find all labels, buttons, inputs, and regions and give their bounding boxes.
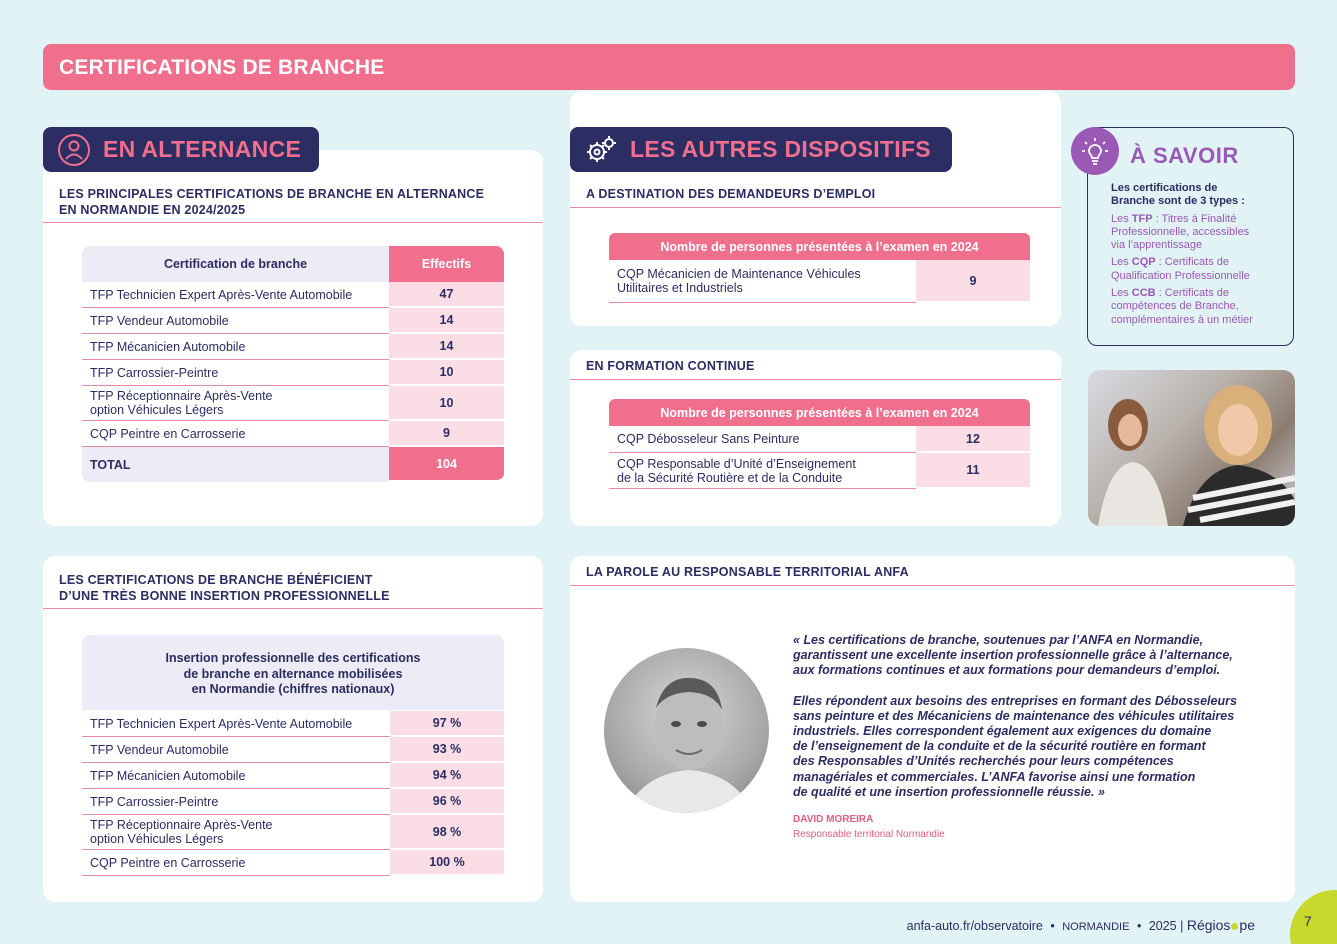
quote-line: managériales et commerciales. L’ANFA favorise ainsi une formation bbox=[793, 769, 1196, 784]
row-value: 12 bbox=[916, 426, 1030, 453]
table-row bbox=[82, 789, 504, 815]
row-value: 97 % bbox=[390, 711, 504, 737]
row-value: 10 bbox=[389, 386, 504, 421]
footer-year: 2025 | bbox=[1148, 919, 1184, 933]
row-label: TFP Réceptionnaire Après-Vente option Véhicules Légers bbox=[82, 815, 390, 850]
quote-line: de l’enseignement de la conduite et de la sécurité routière en formant bbox=[793, 739, 1206, 754]
autres-tag bbox=[570, 127, 952, 172]
col-header-certification: Certification de branche bbox=[82, 246, 389, 282]
quote-line: garantissent une excellente insertion professionnelle grâce à l’alternance, bbox=[793, 648, 1233, 663]
row-label: TFP Vendeur Automobile bbox=[82, 737, 390, 763]
table-row bbox=[82, 711, 504, 737]
row-label: CQP Peintre en Carrosserie bbox=[82, 850, 390, 876]
row-label: TFP Vendeur Automobile bbox=[82, 308, 389, 334]
table-row bbox=[609, 260, 1030, 303]
table-row bbox=[609, 426, 1030, 453]
row-label: TFP Réceptionnaire Après-Vente option Véhicules Légers bbox=[82, 386, 389, 421]
quote-line: « Les certifications de branche, soutenues par l’ANFA en Normandie, bbox=[793, 633, 1204, 647]
savoir-item: Les CCB : Certificats de compétences de Branche, complémentaires à un métier bbox=[1111, 287, 1253, 326]
table-row bbox=[82, 815, 504, 850]
footer-region: NORMANDIE bbox=[1062, 921, 1130, 933]
regioscope-logo: Régios pe bbox=[1186, 917, 1255, 933]
table-row bbox=[82, 421, 504, 447]
alternance-tag bbox=[43, 127, 319, 172]
speaker-role: Responsable territorial Normandie bbox=[793, 829, 945, 840]
quote-line: des Responsables d’Unités recherchés pour leurs compétences bbox=[793, 754, 1174, 769]
row-value: 94 % bbox=[390, 763, 504, 789]
quote-line: de qualité et une insertion professionnelle réussie. » bbox=[793, 784, 1105, 799]
continue-title: EN FORMATION CONTINUE bbox=[586, 359, 755, 373]
savoir-item: Les CQP : Certificats de Qualification Professionnelle bbox=[1111, 256, 1250, 282]
total-value: 104 bbox=[389, 447, 504, 482]
alternance-subtitle: LES PRINCIPALES CERTIFICATIONS DE BRANCHE EN ALTERNANCE EN NORMANDIE EN 2024/2025 bbox=[59, 187, 485, 217]
divider bbox=[43, 222, 543, 223]
section-banner bbox=[43, 44, 1295, 90]
page-number: 7 bbox=[1304, 913, 1312, 929]
lightbulb-icon bbox=[1071, 127, 1119, 175]
page-corner bbox=[1290, 890, 1337, 944]
divider bbox=[43, 608, 543, 609]
divider bbox=[570, 585, 1295, 586]
row-label: CQP Débosseleur Sans Peinture bbox=[609, 426, 916, 453]
table-row bbox=[82, 282, 504, 308]
continue-table bbox=[609, 399, 1030, 489]
row-label: CQP Responsable d’Unité d’Enseignement de la Sécurité Routière et de la Conduite bbox=[609, 453, 916, 489]
demandeurs-title: A DESTINATION DES DEMANDEURS D’EMPLOI bbox=[586, 187, 876, 201]
quote-line: industriels. Elles correspondent également aux exigences du domaine bbox=[793, 724, 1212, 739]
insertion-table bbox=[82, 711, 504, 876]
total-row bbox=[82, 447, 504, 482]
table-row bbox=[82, 386, 504, 421]
gear-icon bbox=[584, 133, 618, 167]
continue-table-header: Nombre de personnes présentées à l’examen en 2024 bbox=[609, 399, 1030, 426]
row-value: 14 bbox=[389, 334, 504, 360]
autres-tag-label: LES AUTRES DISPOSITIFS bbox=[630, 136, 931, 162]
row-value: 96 % bbox=[390, 789, 504, 815]
row-label: CQP Mécanicien de Maintenance Véhicules Utilitaires et Industriels bbox=[609, 260, 916, 303]
alternance-table bbox=[82, 246, 504, 482]
col-header-effectifs: Effectifs bbox=[389, 246, 504, 282]
table-row bbox=[82, 334, 504, 360]
row-label: TFP Technicien Expert Après-Vente Automobile bbox=[82, 711, 390, 737]
quote-line: aux formations continues et aux formations pour demandeurs d’emploi. bbox=[793, 663, 1221, 678]
divider bbox=[570, 379, 1061, 380]
avatar bbox=[604, 648, 769, 813]
insertion-table-wrap bbox=[82, 711, 504, 876]
row-label: TFP Technicien Expert Après-Vente Automobile bbox=[82, 282, 389, 308]
row-label: TFP Carrossier-Peintre bbox=[82, 789, 390, 815]
row-value: 14 bbox=[389, 308, 504, 334]
banner-title: CERTIFICATIONS DE BRANCHE bbox=[59, 56, 385, 79]
insertion-subtitle: LES CERTIFICATIONS DE BRANCHE BÉNÉFICIENT D’UNE TRÈS BONNE INSERTION PROFESSIONNELLE bbox=[59, 573, 390, 603]
row-value: 100 % bbox=[390, 850, 504, 876]
footer: anfa-auto.fr/observatoire • NORMANDIE • 2025 | Régios pe bbox=[906, 917, 1255, 933]
a-savoir-title: À SAVOIR bbox=[1130, 143, 1239, 168]
row-value: 93 % bbox=[390, 737, 504, 763]
row-label: CQP Peintre en Carrosserie bbox=[82, 421, 389, 447]
table-row bbox=[609, 453, 1030, 489]
row-value: 98 % bbox=[390, 815, 504, 850]
row-label: TFP Mécanicien Automobile bbox=[82, 334, 389, 360]
row-label: TFP Mécanicien Automobile bbox=[82, 763, 390, 789]
person-icon bbox=[57, 133, 91, 167]
row-value: 47 bbox=[389, 282, 504, 308]
footer-url[interactable]: anfa-auto.fr/observatoire bbox=[906, 919, 1043, 933]
divider bbox=[570, 207, 1061, 208]
table-row bbox=[82, 360, 504, 386]
insertion-table-header: Insertion professionnelle des certifications de branche en alternance mobilisées en Normandie (chiffres nationaux) bbox=[82, 635, 504, 710]
quote-line: sans peinture et des Mécaniciens de maintenance des véhicules utilitaires bbox=[793, 708, 1235, 723]
table-row bbox=[82, 737, 504, 763]
demandeurs-table-header: Nombre de personnes présentées à l’examen en 2024 bbox=[609, 233, 1030, 260]
table-row bbox=[82, 763, 504, 789]
students-photo bbox=[1088, 370, 1295, 526]
row-value: 10 bbox=[389, 360, 504, 386]
continue-table-wrap bbox=[609, 399, 1030, 489]
quote-line: Elles répondent aux besoins des entreprises en formant des Débosseleurs bbox=[793, 693, 1237, 708]
speaker-name: DAVID MOREIRA bbox=[793, 814, 874, 825]
total-label: TOTAL bbox=[82, 447, 389, 482]
demandeurs-table-wrap bbox=[609, 233, 1030, 303]
a-savoir-content: Les certifications de Branche sont de 3 types : Les TFP : Titres à Finalité Professionnelle, accessibles via l’apprentissage Les CQP : Certificats de Qualification Professionnelle Les CCB : Certificats de compétences de Branche, complémentaires à un métier bbox=[1111, 182, 1289, 327]
demandeurs-table bbox=[609, 233, 1030, 303]
row-value: 11 bbox=[916, 453, 1030, 489]
row-value: 9 bbox=[916, 260, 1030, 303]
row-value: 9 bbox=[389, 421, 504, 447]
table-row bbox=[82, 850, 504, 876]
table-row bbox=[82, 308, 504, 334]
alternance-tag-label: EN ALTERNANCE bbox=[103, 136, 302, 162]
alternance-table-wrap bbox=[82, 246, 504, 482]
testimonial-quote bbox=[793, 633, 1283, 800]
row-label: TFP Carrossier-Peintre bbox=[82, 360, 389, 386]
savoir-item: Les TFP : Titres à Finalité Professionnelle, accessibles via l’apprentissage bbox=[1111, 212, 1250, 252]
parole-title: LA PAROLE AU RESPONSABLE TERRITORIAL ANFA bbox=[586, 565, 909, 579]
